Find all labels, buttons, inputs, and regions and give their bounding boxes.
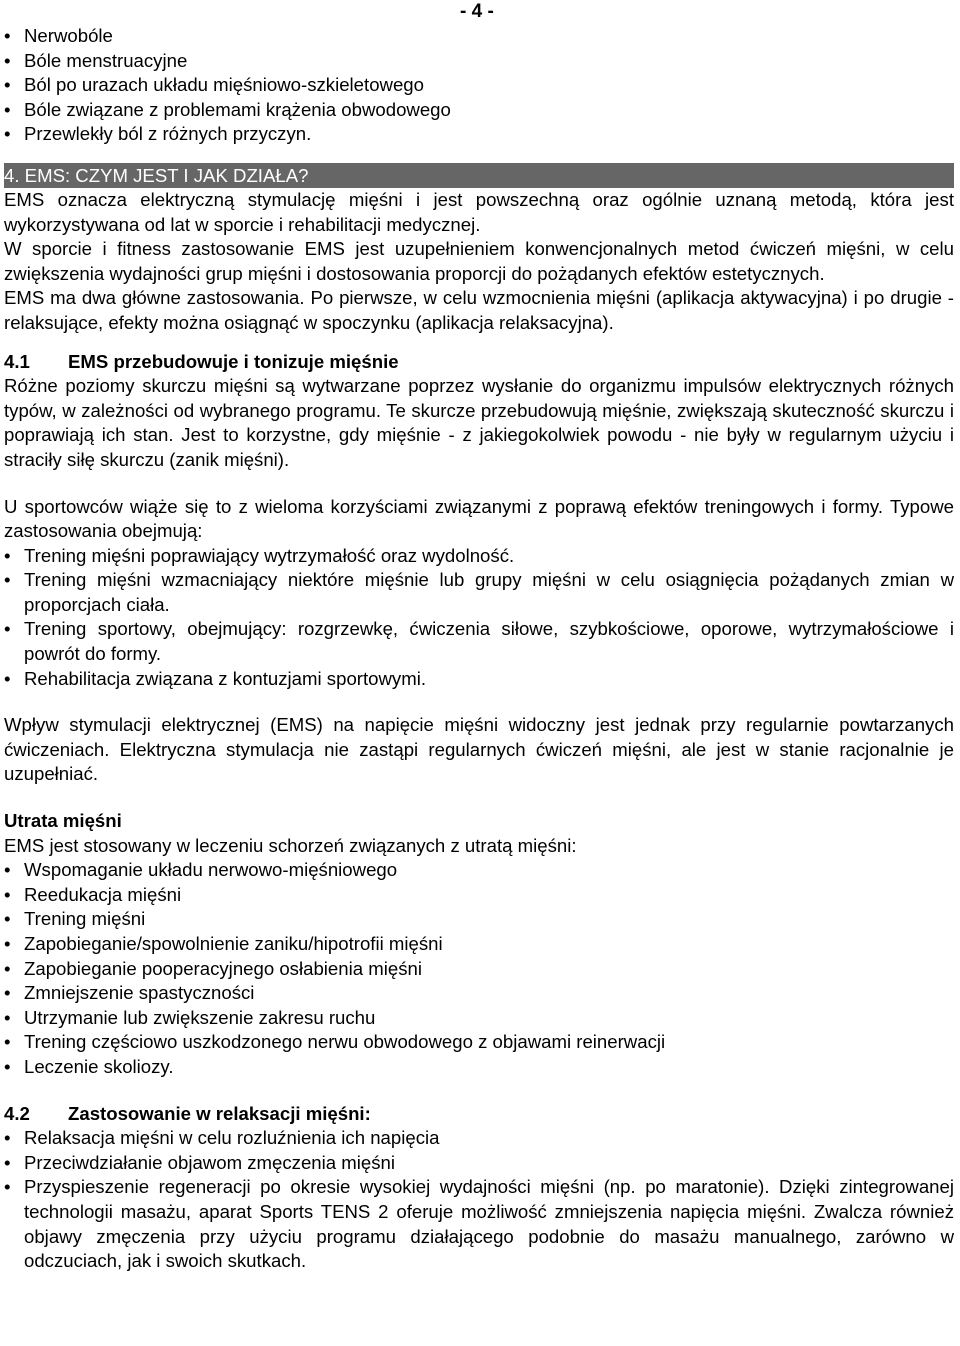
paragraph: EMS ma dwa główne zastosowania. Po pierwsze, w celu wzmocnienia mięśni (aplikacja aktywacyjna) i po drugie - relaksujące, efekty można osiągnąć w spoczynku (aplikacja relaksacyjna). <box>4 287 954 333</box>
section-4-heading: 4. EMS: CZYM JEST I JAK DZIAŁA? <box>4 163 954 188</box>
list-item: • Nerwobóle <box>4 24 954 49</box>
list-item: • Utrzymanie lub zwiększenie zakresu ruchu <box>4 1006 954 1031</box>
list-item: • Trening sportowy, obejmujący: rozgrzewkę, ćwiczenia siłowe, szybkościowe, oporowe, wytrzymałościowe i powrót do formy. <box>4 617 954 666</box>
section-4-2-heading <box>4 1102 954 1127</box>
section-title: EMS przebudowuje i tonizuje mięśnie <box>68 350 399 372</box>
list-item: • Bóle menstruacyjne <box>4 49 954 74</box>
list-item: • Relaksacja mięśni w celu rozluźnienia ich napięcia <box>4 1126 954 1151</box>
list-item: • Leczenie skoliozy. <box>4 1055 954 1080</box>
list-item: • Przyspieszenie regeneracji po okresie wysokiej wydajności mięśni (np. po maratonie). Dzięki zintegrowanej technologii masażu, aparat Sports TENS 2 oferuje możliwość zmniejszenia napięcia mięśni. Zwalcza również objawy zmęczenia przy użyciu programu działającego podobnie do masażu manualnego, zarówno w odczuciach, jak i swoich skutkach. <box>4 1175 954 1273</box>
list-item: • Reedukacja mięśni <box>4 883 954 908</box>
muscle-loss-heading: Utrata mięśni <box>4 810 122 832</box>
list-item: • Trening częściowo uszkodzonego nerwu obwodowego z objawami reinerwacji <box>4 1030 954 1055</box>
list-item: • Trening mięśni wzmacniający niektóre mięśnie lub grupy mięśni w celu osiągnięcia pożądanych zmian w proporcjach ciała. <box>4 568 954 617</box>
muscle-loss-list <box>4 858 954 1079</box>
section-title: Zastosowanie w relaksacji mięśni: <box>68 1102 371 1124</box>
paragraph: EMS jest stosowany w leczeniu schorzeń związanych z utratą mięśni: <box>4 834 577 856</box>
list-item: • Przewlekły ból z różnych przyczyn. <box>4 122 954 147</box>
list-item: • Zapobieganie pooperacyjnego osłabienia mięśni <box>4 957 954 982</box>
relaxation-list <box>4 1126 954 1274</box>
pain-list <box>4 24 954 147</box>
list-item: • Rehabilitacja związana z kontuzjami sportowymi. <box>4 667 954 692</box>
document-body <box>4 24 954 1274</box>
section-number: 4.1 <box>4 350 30 372</box>
list-item: • Zapobieganie/spowolnienie zaniku/hipotrofii mięśni <box>4 932 954 957</box>
paragraph: EMS oznacza elektryczną stymulację mięśni i jest powszechną oraz ogólnie uznaną metodą, która jest wykorzystywana od lat w sporcie i rehabilitacji medycznej. <box>4 188 954 235</box>
page-number: - 4 - <box>460 1 494 22</box>
paragraph: W sporcie i fitness zastosowanie EMS jest uzupełnieniem konwencjonalnych metod ćwiczeń mięśni, w celu zwiększenia wydajności grup mięśni i dostosowania proporcji do pożądanych efektów estetycznych. <box>4 238 954 284</box>
section-4-1-heading <box>4 350 954 375</box>
list-item: • Trening mięśni <box>4 907 954 932</box>
list-item: • Trening mięśni poprawiający wytrzymałość oraz wydolność. <box>4 544 954 569</box>
list-item: • Bóle związane z problemami krążenia obwodowego <box>4 98 954 123</box>
paragraph: Różne poziomy skurczu mięśni są wytwarzane poprzez wysłanie do organizmu impulsów elektrycznych różnych typów, w zależności od wybranego programu. Te skurcze przebudowują mięśnie, zwiększają skuteczność skurczu i poprawiają ich stan. Jest to korzystne, gdy mięśnie - z jakiegokolwiek powodu - nie były w regularnym użyciu i straciły siłę skurczu (zanik mięśni). <box>4 375 954 470</box>
paragraph: Wpływ stymulacji elektrycznej (EMS) na napięcie mięśni widoczny jest jednak przy regularnie powtarzanych ćwiczeniach. Elektryczna stymulacja nie zastąpi regularnych ćwiczeń mięśni, ale jest w stanie racjonalnie je uzupełniać. <box>4 714 954 785</box>
list-item: • Wspomaganie układu nerwowo-mięśniowego <box>4 858 954 883</box>
list-item: • Zmniejszenie spastyczności <box>4 981 954 1006</box>
list-item: • Ból po urazach układu mięśniowo-szkieletowego <box>4 73 954 98</box>
applications-list <box>4 544 954 692</box>
list-item: • Przeciwdziałanie objawom zmęczenia mięśni <box>4 1151 954 1176</box>
paragraph: U sportowców wiąże się to z wieloma korzyściami związanymi z poprawą efektów treningowych i formy. Typowe zastosowania obejmują: <box>4 495 954 542</box>
section-number: 4.2 <box>4 1102 30 1124</box>
